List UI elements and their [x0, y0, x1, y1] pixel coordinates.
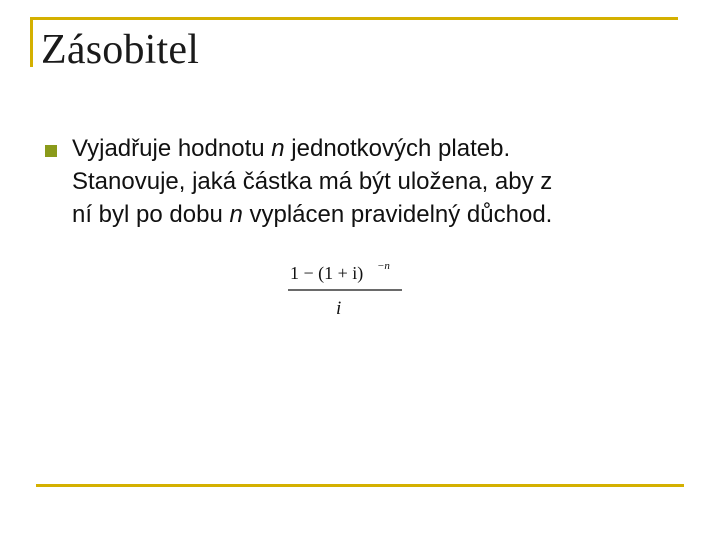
line3-var: n [229, 201, 243, 228]
line1-post: jednotkových plateb. [284, 135, 511, 162]
frame-left-rule [30, 17, 33, 67]
bullet-line-2: Stanovuje, jaká částka má být uložena, aby z [72, 168, 553, 195]
frame-top-rule [30, 17, 678, 20]
line1-pre: Vyjadřuje hodnotu [72, 135, 272, 162]
line3-post: vyplácen pravidelný důchod. [242, 201, 553, 228]
line3-pre: ní byl po dobu [72, 201, 230, 228]
bullet-line-3 [72, 198, 692, 231]
slide-title: Zásobitel [41, 27, 200, 73]
annuity-formula [282, 258, 412, 322]
bullet-text [72, 132, 692, 231]
bullet-line-1 [72, 132, 692, 165]
formula-numerator: 1 − (1 + i) [290, 263, 364, 283]
formula-exponent: −n [377, 260, 390, 272]
frame-bottom-rule [36, 484, 684, 487]
line1-var: n [271, 135, 285, 162]
bullet-square-icon [45, 145, 57, 157]
formula-denominator: i [336, 298, 342, 319]
